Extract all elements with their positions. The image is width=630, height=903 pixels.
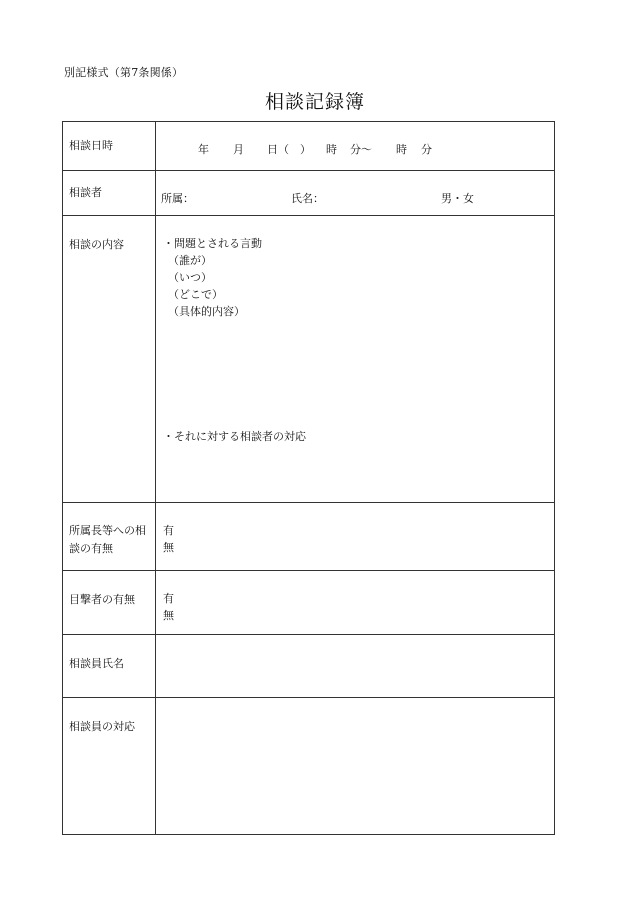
- row-supervisor-consulted: [63, 503, 555, 571]
- year-unit: 年: [198, 143, 209, 156]
- affiliation-label: 所属：: [161, 192, 194, 205]
- document-title: 相談記録簿: [264, 91, 365, 113]
- field-consultation-datetime[interactable]: [156, 122, 555, 171]
- where-prompt: （どこで）: [168, 288, 223, 301]
- name-label: 氏名：: [291, 192, 324, 205]
- supervisor-no-option[interactable]: 無: [163, 541, 174, 554]
- when-prompt: （いつ）: [168, 271, 212, 284]
- witness-yes-option[interactable]: 有: [163, 592, 174, 605]
- row-witness: [63, 571, 555, 635]
- consultation-record-table: [62, 121, 555, 835]
- label-consultation-datetime: 相談日時: [63, 122, 156, 171]
- row-counselor-response: [63, 698, 555, 835]
- gender-options: 男・女: [441, 192, 474, 205]
- month-unit: 月: [233, 143, 244, 156]
- who-prompt: （誰が）: [168, 254, 212, 267]
- start-hour-unit: 時: [326, 143, 337, 156]
- problem-behavior-heading: ・問題とされる言動: [163, 237, 262, 250]
- label-consultation-content: 相談の内容: [63, 216, 156, 503]
- field-consultation-content[interactable]: [156, 216, 555, 503]
- field-supervisor-consulted[interactable]: [156, 503, 555, 571]
- row-content: [63, 216, 555, 503]
- day-weekday-unit: 日（ ）: [267, 143, 311, 156]
- end-hour-unit: 時: [396, 143, 407, 156]
- label-supervisor-consulted: 所属長等への相談の有無: [63, 503, 156, 571]
- label-counselor-response: 相談員の対応: [63, 698, 156, 835]
- label-witness: 目撃者の有無: [63, 571, 156, 635]
- label-counselor-name: 相談員氏名: [63, 635, 156, 698]
- consultant-response-heading: ・それに対する相談者の対応: [163, 430, 306, 443]
- supervisor-yes-option[interactable]: 有: [163, 524, 174, 537]
- row-consultant: [63, 171, 555, 216]
- end-minute-unit: 分: [421, 143, 432, 156]
- row-datetime: [63, 122, 555, 171]
- row-counselor-name: [63, 635, 555, 698]
- field-witness[interactable]: [156, 571, 555, 635]
- form-reference: 別記様式（第7条関係）: [64, 66, 184, 79]
- label-consultant: 相談者: [63, 171, 156, 216]
- field-consultant[interactable]: [156, 171, 555, 216]
- field-counselor-name[interactable]: [156, 635, 555, 698]
- detail-prompt: （具体的内容）: [168, 305, 245, 318]
- start-minute-unit: 分〜: [350, 143, 372, 156]
- field-counselor-response[interactable]: [156, 698, 555, 835]
- witness-no-option[interactable]: 無: [163, 609, 174, 622]
